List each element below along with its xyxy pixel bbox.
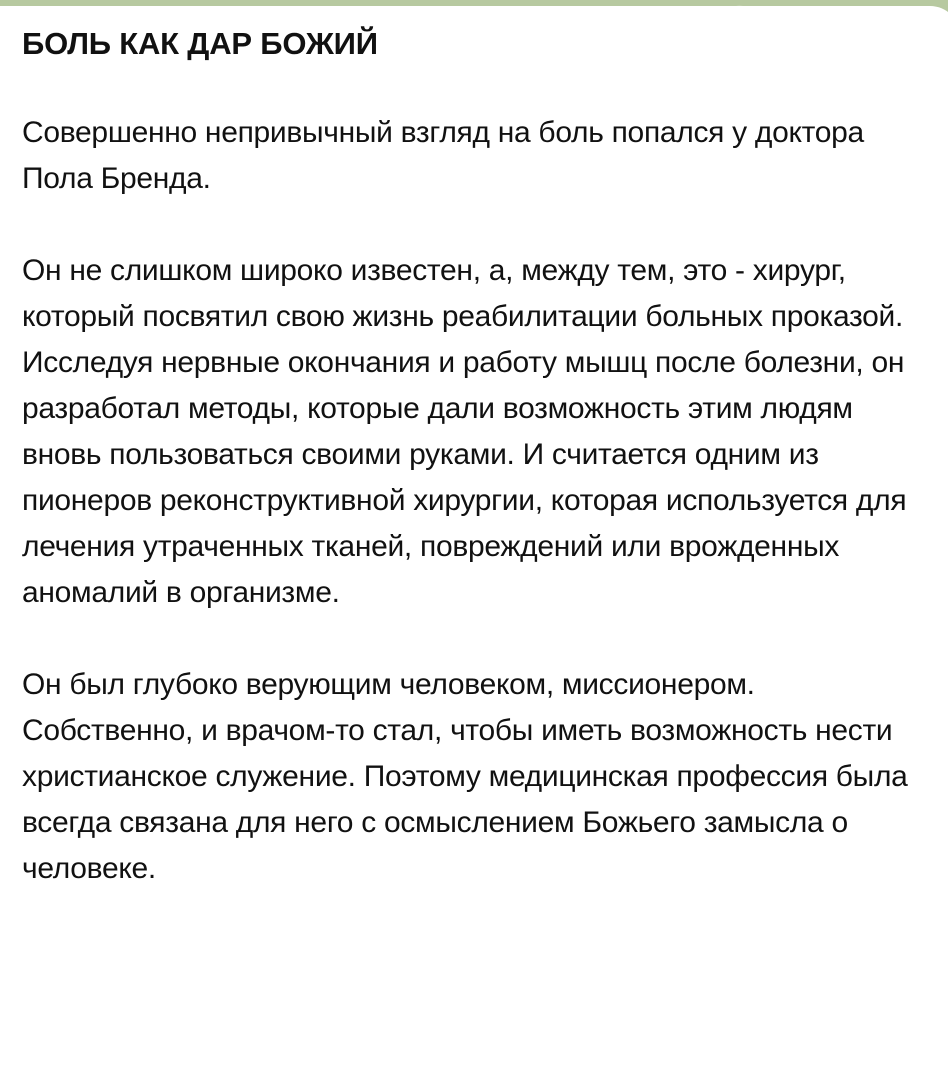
- message-bubble: [0, 6, 948, 1086]
- post-paragraph-2: Он не слишком широко известен, а, между тем, это - хирург, который посвятил свою жизнь реабилитации больных проказой. Исследуя нервные окончания и работу мышц после болезни, он разработал методы, которые дали возможность этим людям вновь пользоваться своими руками. И считается одним из пионеров реконструктивной хирургии, которая используется для лечения утраченных тканей, повреждений или врожденных аномалий в организме.: [22, 254, 907, 609]
- post-paragraph-3: Он был глубоко верующим человеком, миссионером. Собственно, и врачом-то стал, чтобы иметь возможность нести христианское служение. Поэтому медицинская профессия была всегда связана для него с осмыслением Божьего замысла о человеке.: [22, 668, 908, 885]
- post-paragraph-1: Совершенно непривычный взгляд на боль попался у доктора Пола Бренда.: [22, 116, 864, 195]
- post-title: БОЛЬ КАК ДАР БОЖИЙ: [22, 26, 378, 61]
